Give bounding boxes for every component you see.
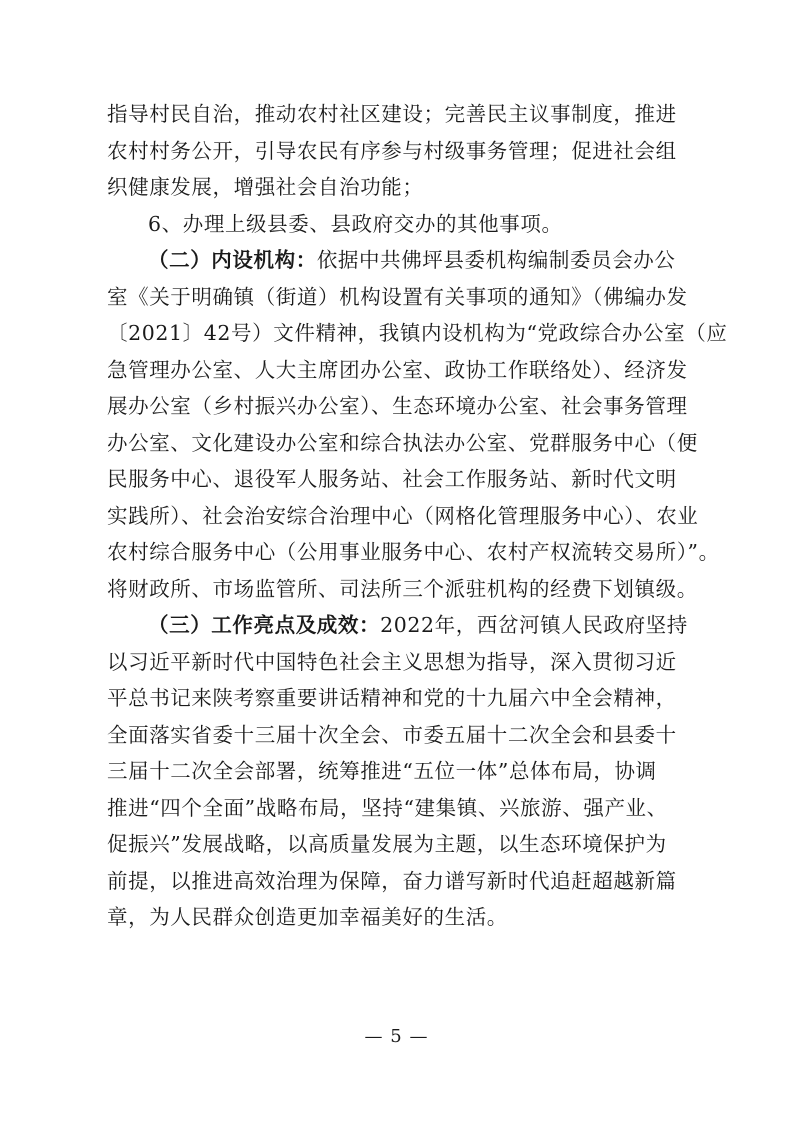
text-line: 前提，以推进高效治理为保障，奋力谱写新时代追赶超越新篇 [107,868,677,893]
text-line: 农村综合服务中心（公用事业服务中心、农村产权流转交易所）”。 [107,540,720,564]
text-line: 办公室、文化建设办公室和综合执法办公室、党群服务中心（便 [107,430,698,455]
text-line: 室《关于明确镇（街道）机构设置有关事项的通知》（佛编办发 [107,284,688,309]
text-line: 民服务中心、退役军人服务站、社会工作服务站、新时代文明 [107,467,677,491]
text-line: 推进“四个全面”战略布局，坚持“建集镇、兴旅游、强产业、 [107,795,668,820]
text-run: 依据中共佛坪县委机构编制委员会办公 [316,248,676,272]
section-heading-line [107,607,707,644]
text-line: 章，为人民群众创造更加幸福美好的生活。 [107,905,508,929]
text-line: 全面落实省委十三届十次全会、市委五届十二次全会和县委十 [107,722,677,747]
text-line: 织健康发展，增强社会自治功能； [107,175,424,199]
section-heading: （二）内设机构： [148,248,317,272]
page-number: — 5 — [364,1026,429,1047]
text-line: 将财政所、市场监管所、司法所三个派驻机构的经费下划镇级。 [107,576,698,601]
body-text [107,96,728,936]
text-line: 〔2021〕42号）文件精神，我镇内设机构为“党政综合办公室（应 [107,321,728,345]
text-line: 三届十二次全会部署，统筹推进“五位一体”总体布局，协调 [107,759,657,783]
text-line: 6、办理上级县委、县政府交办的其他事项。 [148,211,563,236]
text-line: 急管理办公室、人大主席团办公室、政协工作联络处）、经济发 [107,357,688,382]
section-heading-line [107,242,707,279]
text-run: 2022年，西岔河镇人民政府坚持 [380,613,688,637]
section-heading: （三）工作亮点及成效： [148,613,381,637]
text-line: 以习近平新时代中国特色社会主义思想为指导，深入贯彻习近 [107,649,677,674]
text-line: 实践所）、社会治安综合治理中心（网格化管理服务中心）、农业 [107,503,699,528]
text-line: 指导村民自治，推动农村社区建设；完善民主议事制度，推进 [107,102,677,126]
text-line: 促振兴”发展战略，以高质量发展为主题，以生态环境保护为 [107,832,667,856]
text-line: 农村村务公开，引导农民有序参与村级事务管理；促进社会组 [107,138,677,163]
text-line: 展办公室（乡村振兴办公室）、生态环境办公室、社会事务管理 [107,394,688,418]
text-line: 平总书记来陕考察重要讲话精神和党的十九届六中全会精神， [107,686,677,710]
